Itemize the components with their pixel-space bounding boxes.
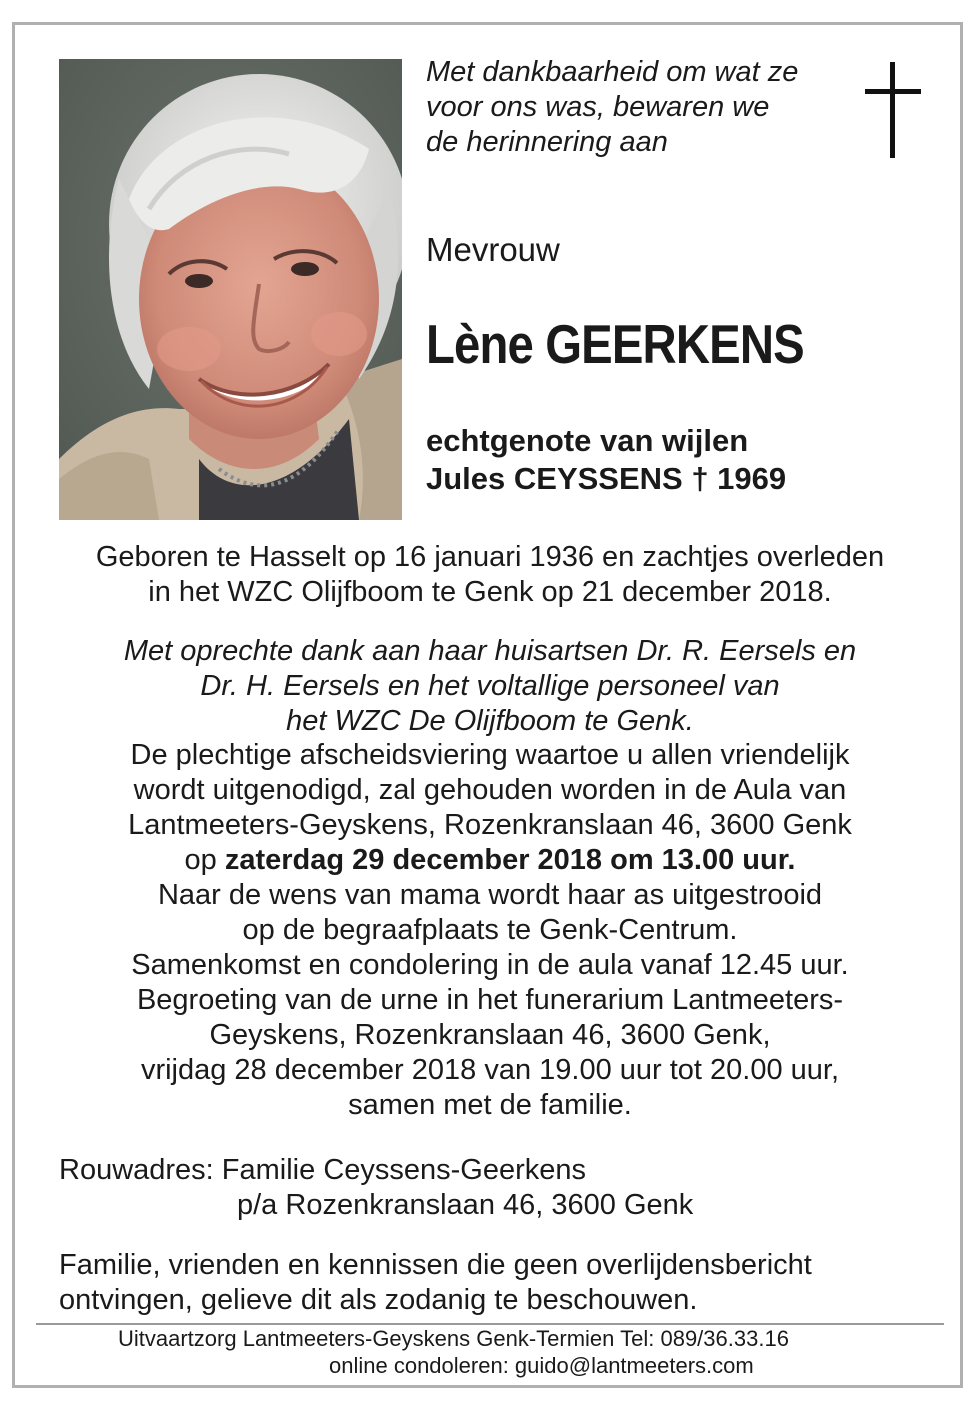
address-line: Rouwadres: Familie Ceyssens-Geerkens: [59, 1154, 587, 1186]
thanks-text: [40, 634, 940, 739]
birth-line: Geboren te Hasselt op 16 januari 1936 en zachtjes overleden: [95, 541, 885, 573]
ceremony-line: op de begraafplaats te Genk-Centrum.: [242, 914, 738, 946]
birth-line: in het WZC Olijfboom te Genk op 21 december 2018.: [148, 576, 832, 608]
portrait-photo: [59, 59, 402, 520]
spouse-line: echtgenote van wijlen: [426, 423, 749, 458]
footer-divider: [36, 1323, 944, 1325]
ceremony-date: zaterdag 29 december 2018 om 13.00 uur.: [224, 844, 796, 876]
notice-text: [59, 1248, 812, 1318]
portrait-image: [59, 59, 402, 520]
online-condolence: online condoleren: guido@lantmeeters.com: [329, 1353, 754, 1378]
ceremony-line: Samenkomst en condolering in de aula vanaf 12.45 uur.: [131, 949, 849, 981]
birth-death-info: [40, 540, 940, 610]
ceremony-line: samen met de familie.: [348, 1089, 632, 1121]
ceremony-date-prefix: op: [184, 844, 225, 876]
spouse-line: Jules CEYSSENS † 1969: [426, 461, 787, 496]
ceremony-date-line: [40, 843, 940, 878]
ceremony-info: [40, 738, 940, 1123]
funeral-home-contact: Uitvaartzorg Lantmeeters-Geyskens Genk-Termien Tel: 089/36.33.16: [118, 1326, 789, 1351]
intro-line: voor ons was, bewaren we: [426, 91, 770, 123]
notice-line: Familie, vrienden en kennissen die geen overlijdensbericht: [59, 1249, 812, 1281]
ceremony-line: De plechtige afscheidsviering waartoe u allen vriendelijk: [130, 739, 850, 771]
address-line: p/a Rozenkranslaan 46, 3600 Genk: [237, 1189, 694, 1221]
honorific-title: Mevrouw: [426, 231, 560, 268]
notice-line: ontvingen, gelieve dit als zodanig te beschouwen.: [59, 1284, 698, 1316]
intro-line: Met dankbaarheid om wat ze: [426, 56, 799, 88]
intro-text: [426, 55, 846, 160]
ceremony-line: Lantmeeters-Geyskens, Rozenkranslaan 46, 3600 Genk: [128, 809, 852, 841]
intro-line: de herinnering aan: [426, 126, 668, 158]
deceased-name: Lène GEERKENS: [426, 313, 804, 375]
ceremony-line: Naar de wens van mama wordt haar as uitgestrooid: [157, 879, 823, 911]
thanks-line: Dr. H. Eersels en het voltallige personeel van: [200, 670, 780, 702]
thanks-line: het WZC De Olijfboom te Genk.: [286, 705, 694, 737]
ceremony-line: wordt uitgenodigd, zal gehouden worden in de Aula van: [133, 774, 847, 806]
cross-icon: [865, 62, 921, 158]
ceremony-line: Geyskens, Rozenkranslaan 46, 3600 Genk,: [209, 1019, 771, 1051]
ceremony-line: Begroeting van de urne in het funerarium Lantmeeters-: [136, 984, 844, 1016]
thanks-line: Met oprechte dank aan haar huisartsen Dr. R. Eersels en: [123, 635, 857, 667]
ceremony-line: vrijdag 28 december 2018 van 19.00 uur tot 20.00 uur,: [140, 1054, 840, 1086]
spouse-info: [426, 422, 786, 498]
mourning-address: [59, 1153, 693, 1223]
